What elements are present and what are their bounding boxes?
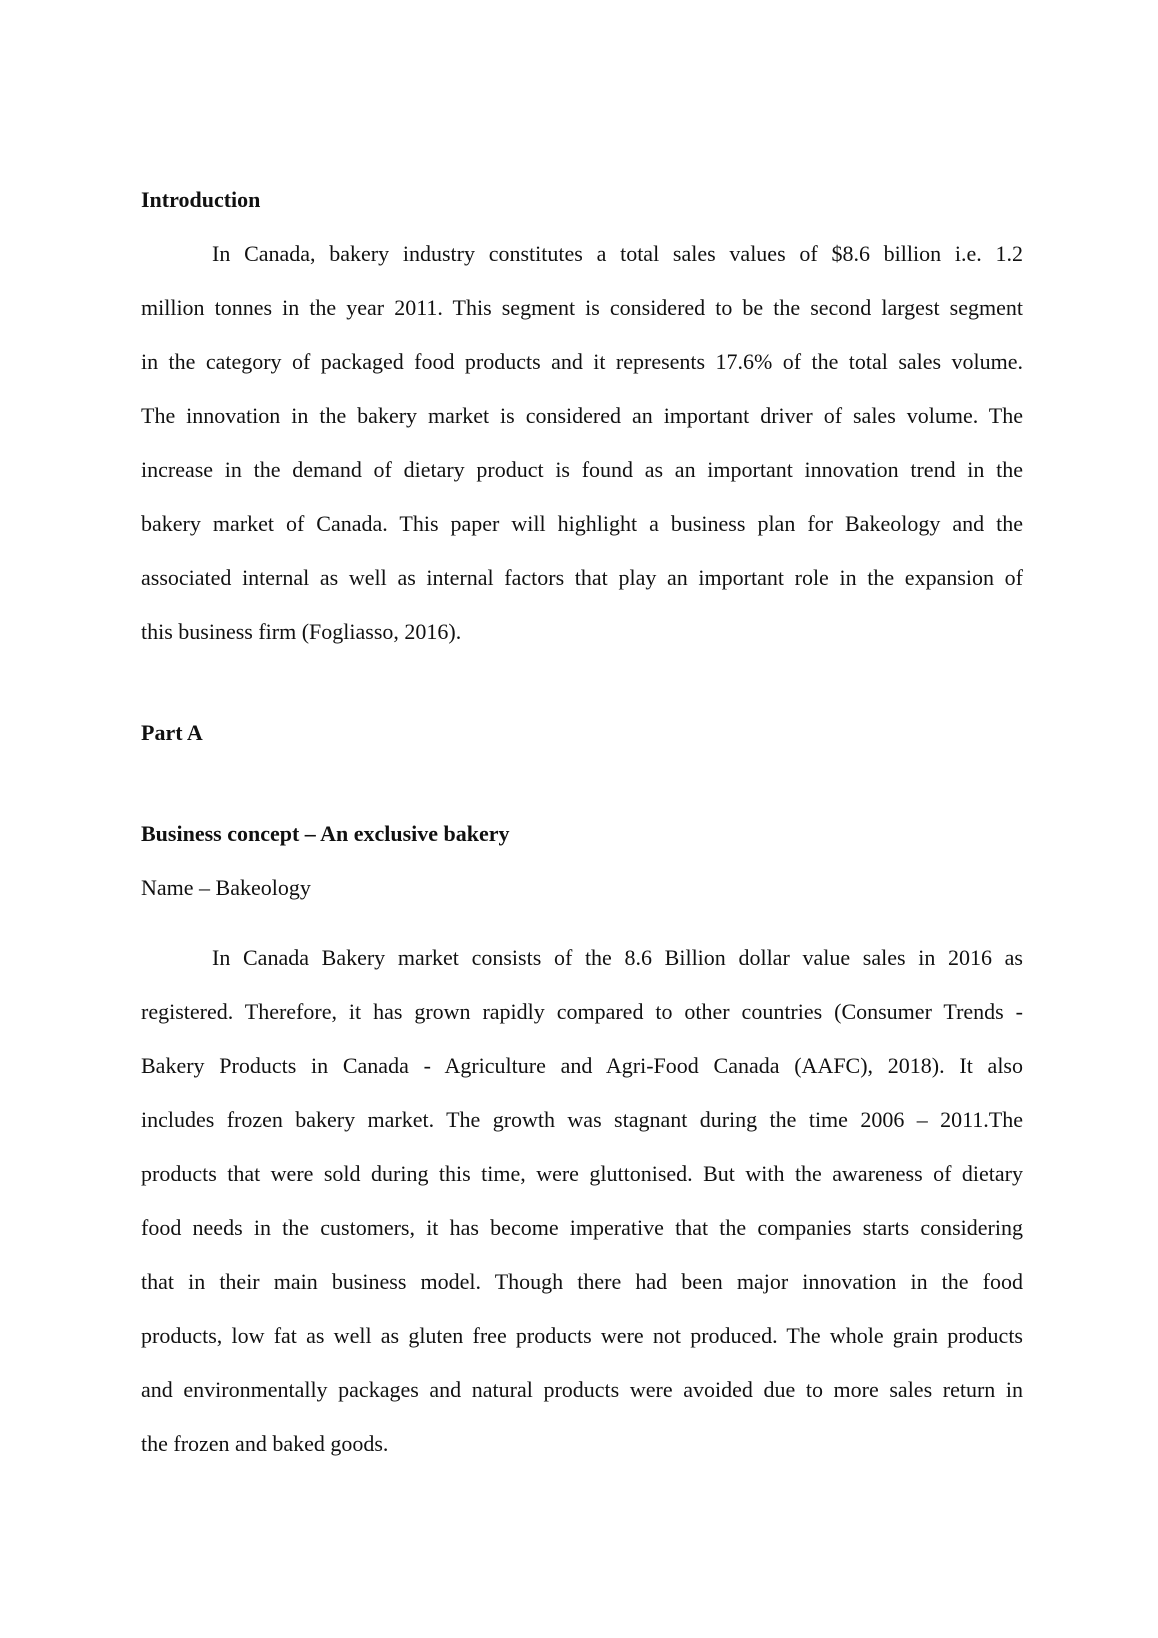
paragraph-line: that in their main business model. Though there had been major innovation in the food: [141, 1269, 1023, 1294]
paragraph-line: this business firm (Fogliasso, 2016).: [141, 619, 462, 644]
part-a-heading: Part A: [141, 720, 203, 745]
paragraph-line: In Canada Bakery market consists of the 8.6 Billion dollar value sales in 2016 as: [212, 945, 1023, 970]
introduction-heading: Introduction: [141, 187, 261, 212]
paragraph-line: million tonnes in the year 2011. This segment is considered to be the second largest segment: [141, 295, 1023, 320]
business-name-line: Name – Bakeology: [141, 875, 311, 900]
paragraph-line: and environmentally packages and natural products were avoided due to more sales return in: [141, 1377, 1023, 1402]
paragraph-line: products that were sold during this time, were gluttonised. But with the awareness of dietary: [141, 1161, 1023, 1186]
paragraph-line: associated internal as well as internal factors that play an important role in the expansion of: [141, 565, 1023, 590]
paragraph-line: increase in the demand of dietary product is found as an important innovation trend in the: [141, 457, 1023, 482]
paragraph-line: in the category of packaged food products and it represents 17.6% of the total sales volume.: [141, 349, 1023, 374]
paragraph-line: registered. Therefore, it has grown rapidly compared to other countries (Consumer Trends -: [141, 999, 1023, 1024]
paragraph-line: food needs in the customers, it has become imperative that the companies starts considering: [141, 1215, 1023, 1240]
paragraph-line: The innovation in the bakery market is considered an important driver of sales volume. The: [141, 403, 1023, 428]
paragraph-line: the frozen and baked goods.: [141, 1431, 389, 1456]
paragraph-line: bakery market of Canada. This paper will highlight a business plan for Bakeology and the: [141, 511, 1023, 536]
paragraph-line: Bakery Products in Canada - Agriculture and Agri-Food Canada (AAFC), 2018). It also: [141, 1053, 1023, 1078]
paragraph-line: products, low fat as well as gluten free products were not produced. The whole grain products: [141, 1323, 1023, 1348]
paragraph-line: includes frozen bakery market. The growth was stagnant during the time 2006 – 2011.The: [141, 1107, 1023, 1132]
paragraph-line: In Canada, bakery industry constitutes a total sales values of $8.6 billion i.e. 1.2: [212, 241, 1023, 266]
business-concept-heading: Business concept – An exclusive bakery: [141, 821, 510, 846]
